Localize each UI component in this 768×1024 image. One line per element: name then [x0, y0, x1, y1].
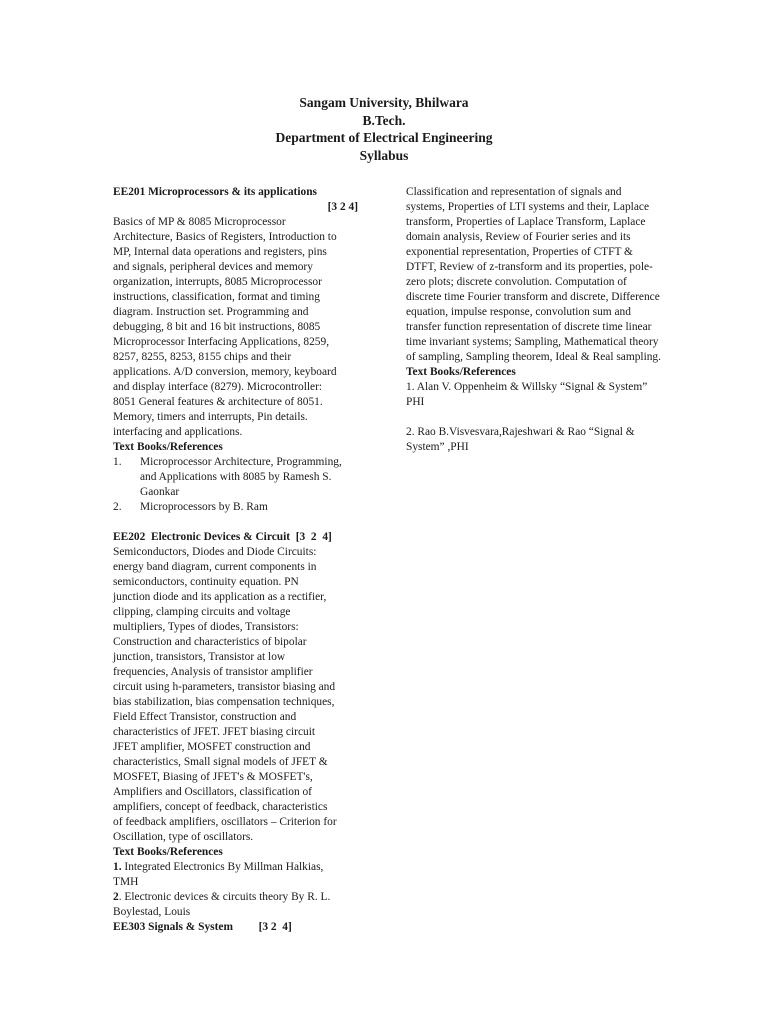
course-description: Classification and representation of signals and systems, Properties of LTI systems and their, Laplace transform, Properties of Laplace Transform, Laplace domain analysis, Review of Fourier series and its exponential representation, Properties of CTFT & DTFT, Review of z-transform and its properties, pole- zero plots; discrete convolution. Computation of discrete time Fourier transform and discrete, Difference equation, impulse response, convolution sum and transfer function representation of discrete time linear time invariant systems; Sampling, Mathematical theory of sampling, Sampling theorem, Ideal & Real sampling.	[406, 186, 661, 363]
course-title: EE202 Electronic Devices & Circuit [3 2 4]	[113, 531, 332, 543]
department-name: Department of Electrical Engineering	[275, 130, 493, 145]
university-name: Sangam University, Bhilwara	[299, 95, 469, 110]
degree-name: B.Tech.	[362, 112, 406, 128]
reference-text: Microprocessor Architecture, Programming, and Applications with 8085 by Ramesh S. Gaonkar	[140, 456, 342, 498]
course-credits: [3 2 4]	[327, 201, 358, 213]
references-heading: Text Books/References	[406, 366, 516, 378]
left-column	[113, 185, 362, 935]
reference-item: 2. Electronic devices & circuits theory By R. L. Boylestad, Louis	[113, 891, 331, 918]
right-column	[406, 185, 690, 455]
course-ee201	[113, 185, 362, 515]
reference-item: 1. Alan V. Oppenheim & Willsky “Signal & System” PHI	[406, 381, 648, 408]
reference-item: 2. Rao B.Visvesvara,Rajeshwari & Rao “Signal & System” ,PHI	[406, 426, 635, 453]
course-ee303-title: EE303 Signals & System [3 2 4]	[113, 921, 292, 933]
course-ee303	[406, 185, 690, 455]
reference-text: Microprocessors by B. Ram	[140, 501, 268, 513]
document-header	[0, 94, 768, 164]
course-description: Basics of MP & 8085 Microprocessor Architecture, Basics of Registers, Introduction to MP, Internal data operations and registers, pins and signals, peripheral devices and memory organization, interrupts, 8085 Microprocessor instructions, classification, format and timing diagram. Instruction set. Programming and debugging, 8 bit and 16 bit instructions, 8085 Microprocessor Interfacing Applications, 8259, 8257, 8255, 8253, 8155 chips and their applications. A/D conversion, memory, keyboard and display interface (8279). Microcontroller: 8051 General features & architecture of 8051. Memory, timers and interrupts, Pin details. interfacing and applications.	[113, 216, 337, 438]
course-description: Semiconductors, Diodes and Diode Circuits: energy band diagram, current components in semiconductors, continuity equation. PN junction diode and its application as a rectifier, clipping, clamping circuits and voltage multipliers, Types of diodes, Transistors: Construction and characteristics of bipolar junction, transistors, Transistor at low frequencies, Analysis of transistor amplifier circuit using h-parameters, transistor biasing and bias stabilization, bias compensation techniques, Field Effect Transistor, construction and characteristics of JFET. JFET biasing circuit JFET amplifier, MOSFET construction and characteristics, Small signal models of JFET & MOSFET, Biasing of JFET's & MOSFET's, Amplifiers and Oscillators, classification of amplifiers, concept of feedback, characteristics of feedback amplifiers, oscillators – Criterion for Oscillation, type of oscillators.	[113, 546, 337, 843]
list-item: 1. Microprocessor Architecture, Programming, and Applications with 8085 by Ramesh S. Gaonkar	[113, 456, 342, 498]
list-item: 2. Microprocessors by B. Ram	[113, 501, 268, 513]
references-heading: Text Books/References	[113, 846, 223, 858]
course-title: EE201 Microprocessors & its applications	[113, 186, 317, 198]
reference-item: 1. Integrated Electronics By Millman Halkias, TMH	[113, 861, 324, 888]
references-heading: Text Books/References	[113, 441, 223, 453]
course-ee202	[113, 530, 362, 935]
document-title: Syllabus	[359, 147, 409, 163]
reference-list	[113, 455, 362, 515]
